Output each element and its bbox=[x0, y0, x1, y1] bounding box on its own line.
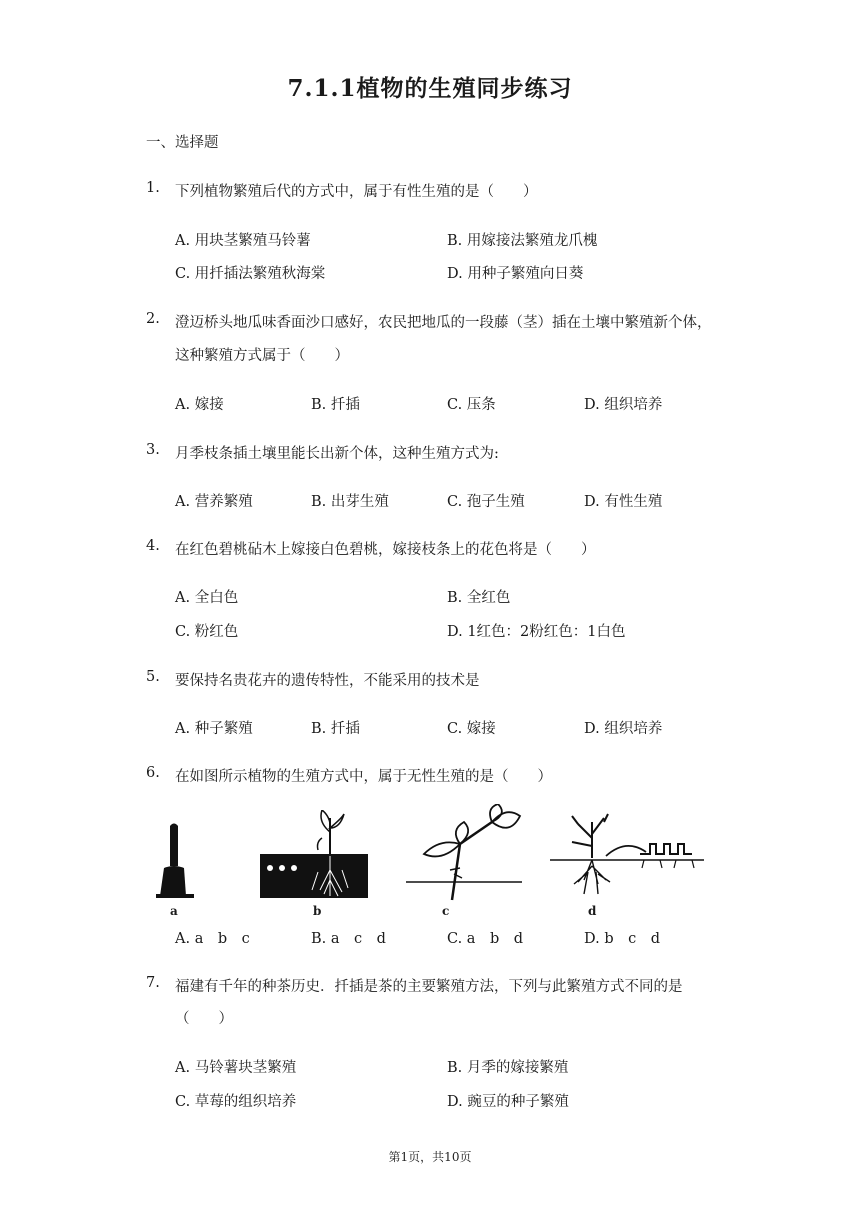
question-text: 要保持名贵花卉的遗传特性，不能采用的技术是 bbox=[175, 673, 480, 689]
figure-b-seedling-illustration bbox=[258, 810, 370, 902]
question-text: 福建有千年的种茶历史．扦插是茶的主要繁殖方法，下列与此繁殖方式不同的是 bbox=[175, 979, 683, 995]
figure-label-c: c bbox=[442, 904, 450, 918]
option-c[interactable]: C. 草莓的组织培养 bbox=[175, 1094, 297, 1110]
figure-a-cutting-illustration bbox=[152, 822, 200, 904]
question-text: 在如图所示植物的生殖方式中，属于无性生殖的是（ ） bbox=[175, 769, 552, 785]
option-b[interactable]: B. 出芽生殖 bbox=[311, 494, 389, 510]
option-c[interactable]: C. 压条 bbox=[447, 397, 496, 413]
figure-label-d: d bbox=[588, 904, 597, 918]
option-a[interactable]: A. 全白色 bbox=[175, 590, 239, 606]
option-b[interactable]: B. 月季的嫁接繁殖 bbox=[447, 1060, 569, 1076]
option-b[interactable]: B. 用嫁接法繁殖龙爪槐 bbox=[447, 233, 598, 249]
question-text: 澄迈桥头地瓜味香面沙口感好，农民把地瓜的一段藤（茎）插在土壤中繁殖新个体， bbox=[175, 315, 712, 331]
option-a[interactable]: A. 嫁接 bbox=[175, 397, 224, 413]
figure-c-graft-illustration bbox=[404, 804, 528, 904]
option-d[interactable]: D. 有性生殖 bbox=[584, 494, 663, 510]
question-number: 4. bbox=[146, 538, 160, 554]
option-d[interactable]: D. 组织培养 bbox=[584, 397, 663, 413]
page-title: 7.1.1植物的生殖同步练习 bbox=[287, 75, 573, 102]
option-d[interactable]: D. b c d bbox=[584, 931, 661, 947]
option-b[interactable]: B. a c d bbox=[311, 931, 386, 947]
option-a[interactable]: A. 营养繁殖 bbox=[175, 494, 253, 510]
option-d[interactable]: D. 组织培养 bbox=[584, 721, 663, 737]
question-text: 下列植物繁殖后代的方式中，属于有性生殖的是（ ） bbox=[175, 184, 538, 200]
option-b[interactable]: B. 扦插 bbox=[311, 721, 360, 737]
question-text-line-2: （ ） bbox=[175, 1011, 233, 1027]
option-c[interactable]: C. 用扦插法繁殖秋海棠 bbox=[175, 266, 326, 282]
question-number: 1. bbox=[146, 180, 160, 196]
option-a[interactable]: A. 种子繁殖 bbox=[175, 721, 253, 737]
question-number: 6. bbox=[146, 765, 160, 781]
question-number: 3. bbox=[146, 442, 160, 458]
option-c[interactable]: C. a b d bbox=[447, 931, 524, 947]
option-d[interactable]: D. 豌豆的种子繁殖 bbox=[447, 1094, 569, 1110]
figure-label-b: b bbox=[313, 904, 322, 918]
question-number: 7. bbox=[146, 975, 160, 991]
figure-d-layering-illustration bbox=[548, 812, 708, 904]
page-footer: 第1页，共10页 bbox=[388, 1150, 472, 1164]
option-a[interactable]: A. a b c bbox=[175, 931, 250, 947]
option-d[interactable]: D. 用种子繁殖向日葵 bbox=[447, 266, 584, 282]
option-a[interactable]: A. 马铃薯块茎繁殖 bbox=[175, 1060, 297, 1076]
option-c[interactable]: C. 嫁接 bbox=[447, 721, 496, 737]
figure-label-a: a bbox=[170, 904, 178, 918]
question-number: 5. bbox=[146, 669, 160, 685]
option-b[interactable]: B. 扦插 bbox=[311, 397, 360, 413]
option-b[interactable]: B. 全红色 bbox=[447, 590, 511, 606]
question-text: 月季枝条插土壤里能长出新个体，这种生殖方式为: bbox=[175, 446, 499, 462]
option-c[interactable]: C. 粉红色 bbox=[175, 624, 239, 640]
question-text-line-2: 这种繁殖方式属于（ ） bbox=[175, 348, 349, 364]
option-d[interactable]: D. 1红色：2粉红色：1白色 bbox=[447, 624, 626, 640]
option-c[interactable]: C. 孢子生殖 bbox=[447, 494, 525, 510]
question-number: 2. bbox=[146, 311, 160, 327]
option-a[interactable]: A. 用块茎繁殖马铃薯 bbox=[175, 233, 311, 249]
section-heading: 一、选择题 bbox=[146, 135, 219, 151]
question-text: 在红色碧桃砧木上嫁接白色碧桃，嫁接枝条上的花色将是（ ） bbox=[175, 542, 596, 558]
